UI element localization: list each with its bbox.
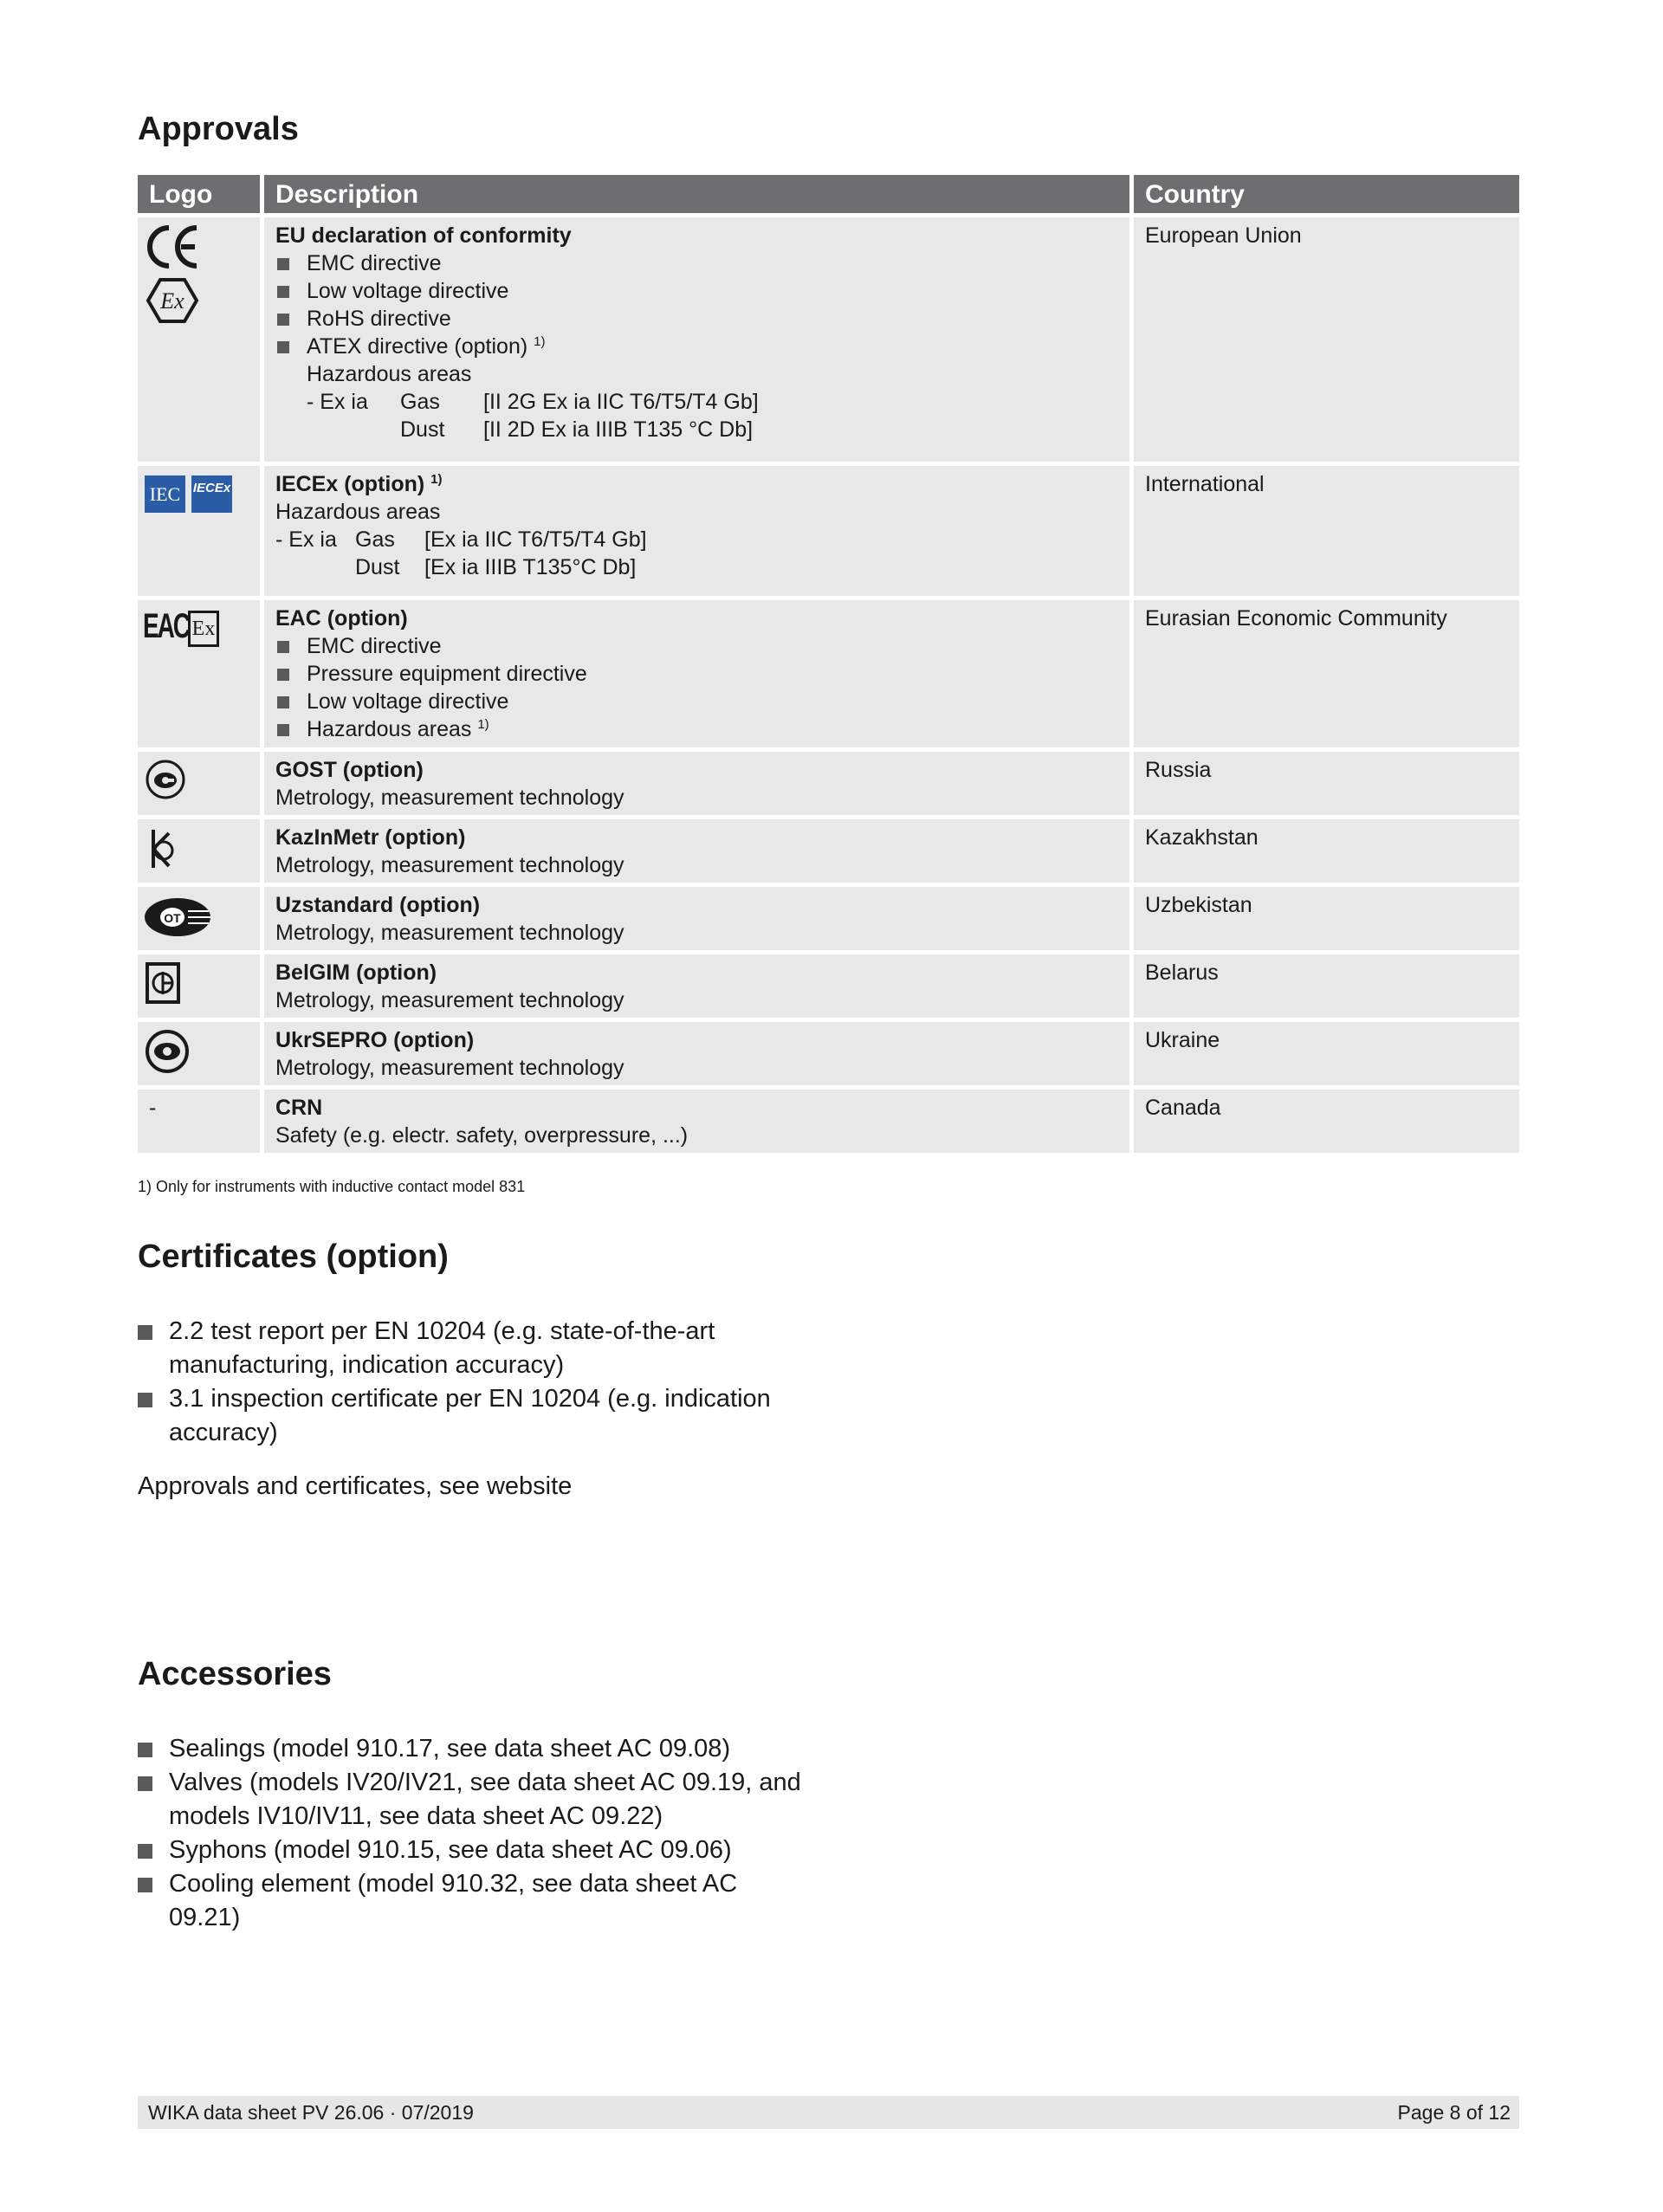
row-title: GOST (option) bbox=[275, 758, 424, 782]
header-logo: Logo bbox=[138, 175, 260, 213]
gas-code: [II 2G Ex ia IIC T6/T5/T4 Gb] bbox=[483, 390, 759, 414]
row-title: EU declaration of conformity bbox=[275, 223, 572, 248]
row-title: IECEx (option) $^{1)}$ bbox=[275, 472, 443, 496]
row-desc: Metrology, measurement technology bbox=[275, 786, 624, 810]
row-desc: Metrology, measurement technology bbox=[275, 988, 624, 1012]
table-row-logo bbox=[138, 887, 260, 950]
row-title: CRN bbox=[275, 1096, 323, 1120]
iecex-logo-icon: IECEx bbox=[191, 475, 232, 513]
table-row-country: Belarus bbox=[1134, 954, 1519, 1018]
row-title: BelGIM (option) bbox=[275, 960, 437, 985]
gas-code: [Ex ia IIC T6/T5/T4 Gb] bbox=[424, 527, 647, 552]
list-item: Pressure equipment directive bbox=[275, 660, 587, 688]
table-row-country: Uzbekistan bbox=[1134, 887, 1519, 950]
table-row-country: Canada bbox=[1134, 1090, 1519, 1153]
table-row-country: Eurasian Economic Community bbox=[1134, 600, 1519, 747]
header-description: Description bbox=[264, 175, 1129, 213]
dust-label: Dust bbox=[355, 555, 400, 579]
certificates-heading: Certificates (option) bbox=[138, 1239, 449, 1275]
list-item: EMC directive bbox=[275, 632, 587, 660]
table-row-logo bbox=[138, 466, 260, 596]
svg-text:Ex: Ex bbox=[160, 288, 184, 314]
uzstandard-logo-icon bbox=[143, 896, 216, 939]
table-row-country: International bbox=[1134, 466, 1519, 596]
ex-ia: - Ex ia bbox=[275, 527, 337, 552]
list-item: Syphons (model 910.15, see data sheet AC 09.06) bbox=[138, 1834, 813, 1867]
table-row-description bbox=[264, 752, 1129, 815]
table-row-logo bbox=[138, 954, 260, 1018]
no-logo: - bbox=[149, 1096, 157, 1120]
row-title: Uzstandard (option) bbox=[275, 893, 481, 917]
certificates-list bbox=[138, 1315, 796, 1450]
table-row-description bbox=[264, 1022, 1129, 1085]
dust-code: [II 2D Ex ia IIIB T135 °C Db] bbox=[483, 417, 754, 442]
dust-code: [Ex ia IIIB T135°C Db] bbox=[424, 555, 637, 579]
list-item: 2.2 test report per EN 10204 (e.g. state-of-the-art manufacturing, indication accuracy) bbox=[138, 1315, 796, 1382]
table-row-description bbox=[264, 954, 1129, 1018]
table-row-logo bbox=[138, 217, 260, 462]
iec-logo-icon: IEC bbox=[145, 475, 185, 513]
table-row-country: Ukraine bbox=[1134, 1022, 1519, 1085]
table-row-description bbox=[264, 600, 1129, 747]
list-item: Hazardous areas $^{1)}$ bbox=[275, 715, 587, 743]
svg-text:OT: OT bbox=[164, 911, 181, 925]
table-row-logo bbox=[138, 819, 260, 883]
table-row-logo bbox=[138, 1022, 260, 1085]
row-title: UkrSEPRO (option) bbox=[275, 1028, 475, 1052]
footnote: 1) Only for instruments with inductive contact model 831 bbox=[138, 1178, 526, 1195]
table-row-logo bbox=[138, 1090, 260, 1153]
kazinmetr-logo-icon bbox=[145, 826, 179, 871]
row-desc: Safety (e.g. electr. safety, overpressure, ...) bbox=[275, 1123, 689, 1148]
ex-small-logo-icon: Ex bbox=[188, 611, 219, 647]
header-country: Country bbox=[1134, 175, 1519, 213]
approvals-heading: Approvals bbox=[138, 111, 299, 147]
table-row-description bbox=[264, 466, 1129, 596]
eac-logo-icon: EAC bbox=[143, 607, 189, 645]
table-row-description bbox=[264, 887, 1129, 950]
table-row-country: Russia bbox=[1134, 752, 1519, 815]
accessories-heading: Accessories bbox=[138, 1656, 332, 1692]
list-item: Low voltage directive bbox=[275, 277, 759, 305]
row-title: EAC (option) bbox=[275, 606, 408, 631]
list-item: Sealings (model 910.17, see data sheet AC 09.08) bbox=[138, 1732, 813, 1766]
accessories-list bbox=[138, 1732, 813, 1935]
list-item: 3.1 inspection certificate per EN 10204 (e.g. indication accuracy) bbox=[138, 1382, 796, 1450]
table-row-country: European Union bbox=[1134, 217, 1519, 462]
list-item: Valves (models IV20/IV21, see data sheet AC 09.19, and models IV10/IV11, see data sheet AC 09.22) bbox=[138, 1766, 813, 1834]
gas-label: Gas bbox=[355, 527, 395, 552]
footer-docref: WIKA data sheet PV 26.06 · 07/2019 bbox=[148, 2101, 474, 2124]
list-item: ATEX directive (option) $^{1)}$ bbox=[275, 333, 759, 360]
list-item: Low voltage directive bbox=[275, 688, 587, 715]
table-row-description bbox=[264, 217, 1129, 462]
page-footer bbox=[138, 2096, 1519, 2129]
row-desc: Metrology, measurement technology bbox=[275, 853, 624, 877]
certificates-note: Approvals and certificates, see website bbox=[138, 1472, 573, 1500]
table-row-country: Kazakhstan bbox=[1134, 819, 1519, 883]
row-desc: Metrology, measurement technology bbox=[275, 921, 624, 945]
table-row-logo bbox=[138, 600, 260, 747]
table-row-logo bbox=[138, 752, 260, 815]
belgim-logo-icon bbox=[145, 961, 181, 1005]
ex-ia: - Ex ia bbox=[307, 390, 368, 414]
row-title: KazInMetr (option) bbox=[275, 825, 466, 850]
table-row-description bbox=[264, 1090, 1129, 1153]
list-item: EMC directive bbox=[275, 249, 759, 277]
list-item: RoHS directive bbox=[275, 305, 759, 333]
ukrsepro-logo-icon bbox=[145, 1029, 190, 1074]
gas-label: Gas bbox=[400, 390, 440, 414]
ce-mark-icon bbox=[145, 224, 200, 328]
dust-label: Dust bbox=[400, 417, 445, 442]
list-item: Cooling element (model 910.32, see data sheet AC 09.21) bbox=[138, 1867, 813, 1935]
gost-logo-icon bbox=[145, 759, 186, 800]
hazardous-areas: Hazardous areas bbox=[307, 362, 472, 386]
table-row-description bbox=[264, 819, 1129, 883]
footer-page-number: Page 8 of 12 bbox=[1397, 2101, 1511, 2124]
row-desc: Metrology, measurement technology bbox=[275, 1056, 624, 1080]
hazardous-areas: Hazardous areas bbox=[275, 500, 441, 524]
